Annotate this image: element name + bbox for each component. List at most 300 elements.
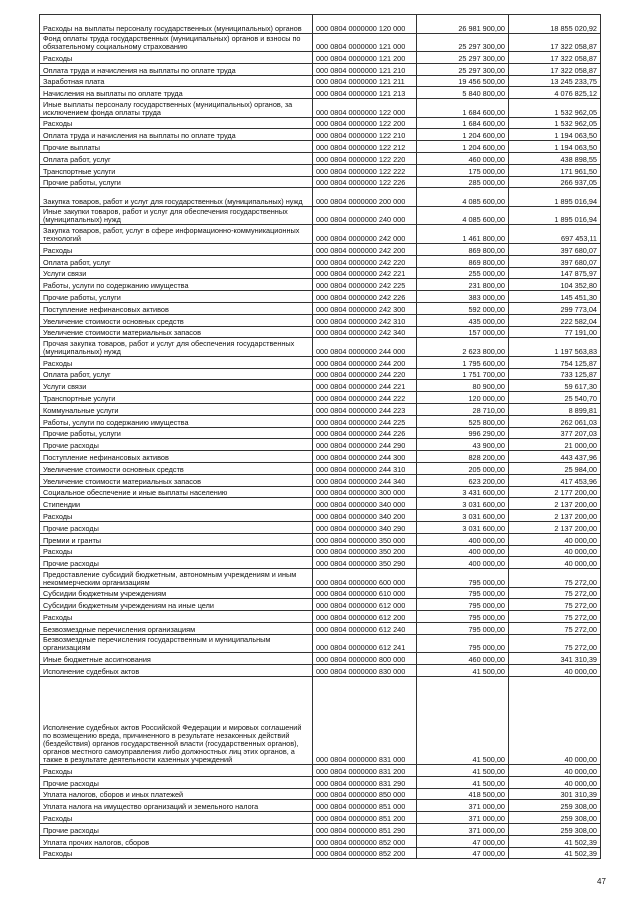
- table-row: [40, 291, 601, 303]
- row-fact: 40 000,00: [509, 776, 601, 788]
- table-row: [40, 522, 601, 534]
- table-row: [40, 255, 601, 267]
- row-fact: 2 177 200,00: [509, 486, 601, 498]
- table-row: [40, 164, 601, 176]
- row-fact: 171 961,50: [509, 164, 601, 176]
- row-code: 000 0804 0000000 244 221: [313, 380, 417, 392]
- row-name: Расходы: [40, 510, 313, 522]
- row-plan: 795 000,00: [417, 599, 509, 611]
- row-plan: 5 840 800,00: [417, 87, 509, 99]
- row-fact: 17 322 058,87: [509, 63, 601, 75]
- row-fact: 40 000,00: [509, 764, 601, 776]
- table-row: [40, 611, 601, 623]
- row-code: 000 0804 0000000 850 000: [313, 788, 417, 800]
- row-code: 000 0804 0000000 122 000: [313, 99, 417, 118]
- table-row: [40, 326, 601, 338]
- table-row: [40, 812, 601, 824]
- row-name: Расходы на выплаты персоналу государственных (муниципальных) органов: [40, 15, 313, 34]
- table-row: [40, 764, 601, 776]
- table-row: [40, 243, 601, 255]
- row-code: 000 0804 0000000 600 000: [313, 569, 417, 588]
- row-fact: 13 245 233,75: [509, 75, 601, 87]
- row-plan: 623 200,00: [417, 474, 509, 486]
- row-plan: 371 000,00: [417, 800, 509, 812]
- table-row: [40, 486, 601, 498]
- row-name: Прочие работы, услуги: [40, 291, 313, 303]
- table-row: [40, 87, 601, 99]
- row-code: 000 0804 0000000 830 000: [313, 665, 417, 677]
- table-row: [40, 356, 601, 368]
- row-name: Коммунальные услуги: [40, 404, 313, 416]
- table-row: [40, 439, 601, 451]
- table-row: [40, 141, 601, 153]
- row-code: 000 0804 0000000 612 200: [313, 611, 417, 623]
- row-fact: 75 272,00: [509, 587, 601, 599]
- row-plan: 2 623 800,00: [417, 338, 509, 357]
- row-code: 000 0804 0000000 350 000: [313, 533, 417, 545]
- table-row: [40, 267, 601, 279]
- row-code: 000 0804 0000000 851 200: [313, 812, 417, 824]
- row-code: 000 0804 0000000 242 340: [313, 326, 417, 338]
- row-plan: 25 297 300,00: [417, 52, 509, 64]
- row-code: 000 0804 0000000 244 300: [313, 451, 417, 463]
- row-name: Прочие расходы: [40, 823, 313, 835]
- row-plan: 795 000,00: [417, 623, 509, 635]
- row-name: Оплата работ, услуг: [40, 153, 313, 165]
- row-plan: 3 031 600,00: [417, 522, 509, 534]
- row-fact: 17 322 058,87: [509, 52, 601, 64]
- table-row: [40, 15, 601, 34]
- row-code: 000 0804 0000000 612 000: [313, 599, 417, 611]
- table-row: [40, 587, 601, 599]
- row-code: 000 0804 0000000 244 223: [313, 404, 417, 416]
- row-name: Закупка товаров, работ и услуг для государственных (муниципальных) нужд: [40, 188, 313, 207]
- row-name: Фонд оплаты труда государственных (муниципальных) органов и взносы по обязательному социальному страхованию: [40, 33, 313, 52]
- row-plan: 4 085 600,00: [417, 188, 509, 207]
- row-fact: 2 137 200,00: [509, 510, 601, 522]
- row-name: Прочая закупка товаров, работ и услуг для обеспечения государственных (муниципальных) нужд: [40, 338, 313, 357]
- row-fact: 341 310,39: [509, 653, 601, 665]
- row-name: Услуги связи: [40, 380, 313, 392]
- row-code: 000 0804 0000000 122 220: [313, 153, 417, 165]
- row-fact: 75 272,00: [509, 623, 601, 635]
- row-fact: 40 000,00: [509, 533, 601, 545]
- row-plan: 1 795 600,00: [417, 356, 509, 368]
- row-code: 000 0804 0000000 242 220: [313, 255, 417, 267]
- row-code: 000 0804 0000000 244 226: [313, 427, 417, 439]
- table-row: [40, 451, 601, 463]
- row-code: 000 0804 0000000 244 200: [313, 356, 417, 368]
- row-code: 000 0804 0000000 831 200: [313, 764, 417, 776]
- row-code: 000 0804 0000000 122 222: [313, 164, 417, 176]
- row-fact: 40 000,00: [509, 665, 601, 677]
- row-name: Расходы: [40, 764, 313, 776]
- row-code: 000 0804 0000000 244 000: [313, 338, 417, 357]
- row-code: 000 0804 0000000 244 310: [313, 463, 417, 475]
- row-plan: 1 684 600,00: [417, 99, 509, 118]
- row-fact: 443 437,96: [509, 451, 601, 463]
- row-fact: 75 272,00: [509, 611, 601, 623]
- row-name: Услуги связи: [40, 267, 313, 279]
- row-plan: 47 000,00: [417, 847, 509, 859]
- row-code: 000 0804 0000000 610 000: [313, 587, 417, 599]
- row-plan: 400 000,00: [417, 533, 509, 545]
- row-fact: 1 532 962,05: [509, 99, 601, 118]
- table-row: [40, 665, 601, 677]
- row-fact: 40 000,00: [509, 545, 601, 557]
- row-plan: 460 000,00: [417, 653, 509, 665]
- row-name: Уплата прочих налогов, сборов: [40, 835, 313, 847]
- row-code: 000 0804 0000000 121 000: [313, 33, 417, 52]
- row-name: Расходы: [40, 611, 313, 623]
- table-row: [40, 176, 601, 188]
- row-plan: 869 800,00: [417, 243, 509, 255]
- row-name: Оплата труда и начисления на выплаты по оплате труда: [40, 63, 313, 75]
- row-name: Стипендии: [40, 498, 313, 510]
- row-fact: 266 937,05: [509, 176, 601, 188]
- row-name: Увеличение стоимости основных средств: [40, 463, 313, 475]
- row-name: Оплата работ, услуг: [40, 255, 313, 267]
- row-name: Исполнение судебных актов: [40, 665, 313, 677]
- row-code: 000 0804 0000000 242 200: [313, 243, 417, 255]
- row-plan: 1 461 800,00: [417, 225, 509, 244]
- row-code: 000 0804 0000000 242 221: [313, 267, 417, 279]
- row-plan: 41 500,00: [417, 776, 509, 788]
- row-name: Начисления на выплаты по оплате труда: [40, 87, 313, 99]
- row-plan: 869 800,00: [417, 255, 509, 267]
- table-row: [40, 415, 601, 427]
- row-fact: 75 272,00: [509, 634, 601, 653]
- row-fact: 75 272,00: [509, 599, 601, 611]
- row-name: Работы, услуги по содержанию имущества: [40, 279, 313, 291]
- row-fact: 397 680,07: [509, 243, 601, 255]
- row-name: Расходы: [40, 117, 313, 129]
- row-code: 000 0804 0000000 242 300: [313, 302, 417, 314]
- row-plan: 1 751 700,00: [417, 368, 509, 380]
- row-code: 000 0804 0000000 244 220: [313, 368, 417, 380]
- row-name: Предоставление субсидий бюджетным, автономным учреждениям и иным некоммерческим организациям: [40, 569, 313, 588]
- table-row: [40, 153, 601, 165]
- table-row: [40, 847, 601, 859]
- row-name: Безвозмездные перечисления организациям: [40, 623, 313, 635]
- row-code: 000 0804 0000000 831 290: [313, 776, 417, 788]
- table-row: [40, 557, 601, 569]
- row-code: 000 0804 0000000 242 226: [313, 291, 417, 303]
- row-code: 000 0804 0000000 851 000: [313, 800, 417, 812]
- row-code: 000 0804 0000000 612 241: [313, 634, 417, 653]
- row-fact: 18 855 020,92: [509, 15, 601, 34]
- row-plan: 1 204 600,00: [417, 129, 509, 141]
- row-fact: 41 502,39: [509, 835, 601, 847]
- row-fact: 1 194 063,50: [509, 141, 601, 153]
- row-plan: 4 085 600,00: [417, 206, 509, 225]
- row-fact: 4 076 825,12: [509, 87, 601, 99]
- row-name: Оплата труда и начисления на выплаты по оплате труда: [40, 129, 313, 141]
- row-code: 000 0804 0000000 350 200: [313, 545, 417, 557]
- table-row: [40, 510, 601, 522]
- row-fact: 21 000,00: [509, 439, 601, 451]
- row-plan: 175 000,00: [417, 164, 509, 176]
- table-row: [40, 392, 601, 404]
- row-fact: 40 000,00: [509, 557, 601, 569]
- row-code: 000 0804 0000000 340 000: [313, 498, 417, 510]
- row-name: Прочие работы, услуги: [40, 176, 313, 188]
- row-name: Прочие расходы: [40, 557, 313, 569]
- budget-table: [39, 14, 601, 859]
- row-code: 000 0804 0000000 121 210: [313, 63, 417, 75]
- row-plan: 41 500,00: [417, 764, 509, 776]
- row-plan: 47 000,00: [417, 835, 509, 847]
- row-name: Иные выплаты персоналу государственных (муниципальных) органов, за исключением фонда оплаты труда: [40, 99, 313, 118]
- row-fact: 59 617,30: [509, 380, 601, 392]
- row-plan: 400 000,00: [417, 557, 509, 569]
- row-code: 000 0804 0000000 340 200: [313, 510, 417, 522]
- row-fact: 262 061,03: [509, 415, 601, 427]
- row-fact: 25 984,00: [509, 463, 601, 475]
- row-code: 000 0804 0000000 122 226: [313, 176, 417, 188]
- row-fact: 41 502,39: [509, 847, 601, 859]
- row-plan: 525 800,00: [417, 415, 509, 427]
- table-row: [40, 129, 601, 141]
- row-code: 000 0804 0000000 240 000: [313, 206, 417, 225]
- row-plan: 795 000,00: [417, 569, 509, 588]
- table-row: [40, 338, 601, 357]
- row-plan: 795 000,00: [417, 587, 509, 599]
- table-row: [40, 225, 601, 244]
- row-plan: 255 000,00: [417, 267, 509, 279]
- row-name: Поступление нефинансовых активов: [40, 302, 313, 314]
- table-row: [40, 545, 601, 557]
- table-row: [40, 623, 601, 635]
- row-fact: 222 582,04: [509, 314, 601, 326]
- row-name: Увеличение стоимости материальных запасов: [40, 326, 313, 338]
- row-code: 000 0804 0000000 122 210: [313, 129, 417, 141]
- table-row: [40, 474, 601, 486]
- row-plan: 80 900,00: [417, 380, 509, 392]
- row-code: 000 0804 0000000 340 290: [313, 522, 417, 534]
- table-row: [40, 314, 601, 326]
- row-plan: 43 900,00: [417, 439, 509, 451]
- row-plan: 371 000,00: [417, 812, 509, 824]
- table-row: [40, 427, 601, 439]
- row-plan: 25 297 300,00: [417, 63, 509, 75]
- row-plan: 19 456 500,00: [417, 75, 509, 87]
- table-row: [40, 368, 601, 380]
- row-fact: 299 773,04: [509, 302, 601, 314]
- row-plan: 28 710,00: [417, 404, 509, 416]
- row-fact: 397 680,07: [509, 255, 601, 267]
- row-plan: 435 000,00: [417, 314, 509, 326]
- row-name: Расходы: [40, 356, 313, 368]
- row-name: Прочие выплаты: [40, 141, 313, 153]
- table-body: [40, 15, 601, 859]
- row-name: Заработная плата: [40, 75, 313, 87]
- row-name: Уплата налогов, сборов и иных платежей: [40, 788, 313, 800]
- row-plan: 157 000,00: [417, 326, 509, 338]
- row-name: Работы, услуги по содержанию имущества: [40, 415, 313, 427]
- row-code: 000 0804 0000000 612 240: [313, 623, 417, 635]
- row-fact: 1 895 016,94: [509, 206, 601, 225]
- row-plan: 41 500,00: [417, 665, 509, 677]
- row-name: Уплата налога на имущество организаций и земельного налога: [40, 800, 313, 812]
- row-plan: 795 000,00: [417, 634, 509, 653]
- table-row: [40, 634, 601, 653]
- table-row: [40, 788, 601, 800]
- row-plan: 460 000,00: [417, 153, 509, 165]
- row-fact: 77 191,00: [509, 326, 601, 338]
- table-row: [40, 279, 601, 291]
- row-name: Прочие расходы: [40, 439, 313, 451]
- row-name: Расходы: [40, 847, 313, 859]
- row-name: Социальное обеспечение и иные выплаты населению: [40, 486, 313, 498]
- row-code: 000 0804 0000000 121 213: [313, 87, 417, 99]
- row-name: Субсидии бюджетным учреждениям на иные цели: [40, 599, 313, 611]
- row-fact: 2 137 200,00: [509, 522, 601, 534]
- row-code: 000 0804 0000000 242 000: [313, 225, 417, 244]
- row-code: 000 0804 0000000 242 310: [313, 314, 417, 326]
- row-code: 000 0804 0000000 121 211: [313, 75, 417, 87]
- row-code: 000 0804 0000000 300 000: [313, 486, 417, 498]
- row-plan: 592 000,00: [417, 302, 509, 314]
- row-code: 000 0804 0000000 244 222: [313, 392, 417, 404]
- row-plan: 205 000,00: [417, 463, 509, 475]
- row-plan: 3 431 600,00: [417, 486, 509, 498]
- row-plan: 996 290,00: [417, 427, 509, 439]
- row-name: Транспортные услуги: [40, 164, 313, 176]
- row-name: Расходы: [40, 545, 313, 557]
- row-fact: 377 207,03: [509, 427, 601, 439]
- table-row: [40, 52, 601, 64]
- row-name: Прочие работы, услуги: [40, 427, 313, 439]
- row-name: Увеличение стоимости основных средств: [40, 314, 313, 326]
- row-plan: 1 684 600,00: [417, 117, 509, 129]
- row-code: 000 0804 0000000 852 000: [313, 835, 417, 847]
- page-number: 47: [597, 877, 606, 886]
- row-fact: 259 308,00: [509, 812, 601, 824]
- row-name: Безвозмездные перечисления государственным и муниципальным организациям: [40, 634, 313, 653]
- row-plan: 26 981 900,00: [417, 15, 509, 34]
- table-row: [40, 188, 601, 207]
- table-row: [40, 206, 601, 225]
- table-row: [40, 99, 601, 118]
- row-name: Премии и гранты: [40, 533, 313, 545]
- row-code: 000 0804 0000000 851 290: [313, 823, 417, 835]
- table-row: [40, 463, 601, 475]
- row-name: Субсидии бюджетным учреждениям: [40, 587, 313, 599]
- row-name: Иные бюджетные ассигнования: [40, 653, 313, 665]
- row-plan: 25 297 300,00: [417, 33, 509, 52]
- row-plan: 1 204 600,00: [417, 141, 509, 153]
- row-code: 000 0804 0000000 350 290: [313, 557, 417, 569]
- row-code: 000 0804 0000000 122 200: [313, 117, 417, 129]
- row-fact: 1 532 962,05: [509, 117, 601, 129]
- row-name: Прочие расходы: [40, 522, 313, 534]
- row-fact: 40 000,00: [509, 676, 601, 764]
- row-code: 000 0804 0000000 242 225: [313, 279, 417, 291]
- table-row: [40, 776, 601, 788]
- row-plan: 795 000,00: [417, 611, 509, 623]
- row-plan: 3 031 600,00: [417, 510, 509, 522]
- table-row: [40, 599, 601, 611]
- row-fact: 697 453,11: [509, 225, 601, 244]
- row-name: Расходы: [40, 52, 313, 64]
- table-row: [40, 569, 601, 588]
- row-name: Поступление нефинансовых активов: [40, 451, 313, 463]
- row-name: Расходы: [40, 243, 313, 255]
- row-name: Транспортные услуги: [40, 392, 313, 404]
- row-plan: 383 000,00: [417, 291, 509, 303]
- row-code: 000 0804 0000000 852 200: [313, 847, 417, 859]
- row-fact: 145 451,30: [509, 291, 601, 303]
- row-name: Прочие расходы: [40, 776, 313, 788]
- row-fact: 25 540,70: [509, 392, 601, 404]
- row-fact: 259 308,00: [509, 823, 601, 835]
- row-plan: 3 031 600,00: [417, 498, 509, 510]
- table-row: [40, 533, 601, 545]
- row-fact: 438 898,55: [509, 153, 601, 165]
- row-plan: 231 800,00: [417, 279, 509, 291]
- table-row: [40, 676, 601, 764]
- row-plan: 400 000,00: [417, 545, 509, 557]
- row-code: 000 0804 0000000 244 290: [313, 439, 417, 451]
- row-plan: 285 000,00: [417, 176, 509, 188]
- row-plan: 41 500,00: [417, 676, 509, 764]
- row-plan: 120 000,00: [417, 392, 509, 404]
- table-row: [40, 653, 601, 665]
- row-code: 000 0804 0000000 244 225: [313, 415, 417, 427]
- row-plan: 828 200,00: [417, 451, 509, 463]
- table-row: [40, 63, 601, 75]
- row-code: 000 0804 0000000 200 000: [313, 188, 417, 207]
- row-fact: 417 453,96: [509, 474, 601, 486]
- row-fact: 1 197 563,83: [509, 338, 601, 357]
- row-code: 000 0804 0000000 121 200: [313, 52, 417, 64]
- table-row: [40, 800, 601, 812]
- table-row: [40, 117, 601, 129]
- row-fact: 17 322 058,87: [509, 33, 601, 52]
- table-row: [40, 33, 601, 52]
- table-row: [40, 404, 601, 416]
- row-fact: 301 310,39: [509, 788, 601, 800]
- row-fact: 259 308,00: [509, 800, 601, 812]
- table-row: [40, 823, 601, 835]
- row-code: 000 0804 0000000 800 000: [313, 653, 417, 665]
- row-plan: 418 500,00: [417, 788, 509, 800]
- row-fact: 2 137 200,00: [509, 498, 601, 510]
- row-name: Расходы: [40, 812, 313, 824]
- row-fact: 1 194 063,50: [509, 129, 601, 141]
- row-code: 000 0804 0000000 122 212: [313, 141, 417, 153]
- row-code: 000 0804 0000000 120 000: [313, 15, 417, 34]
- table-row: [40, 835, 601, 847]
- row-fact: 733 125,87: [509, 368, 601, 380]
- row-fact: 147 875,97: [509, 267, 601, 279]
- row-code: 000 0804 0000000 244 340: [313, 474, 417, 486]
- row-name: Оплата работ, услуг: [40, 368, 313, 380]
- row-code: 000 0804 0000000 831 000: [313, 676, 417, 764]
- table-row: [40, 75, 601, 87]
- table-row: [40, 302, 601, 314]
- row-name: Увеличение стоимости материальных запасов: [40, 474, 313, 486]
- table-row: [40, 380, 601, 392]
- table-row: [40, 498, 601, 510]
- row-fact: 104 352,80: [509, 279, 601, 291]
- row-fact: 1 895 016,94: [509, 188, 601, 207]
- row-name: Закупка товаров, работ, услуг в сфере информационно-коммуникационных технологий: [40, 225, 313, 244]
- row-plan: 371 000,00: [417, 823, 509, 835]
- row-name: Иные закупки товаров, работ и услуг для обеспечения государственных (муниципальных) нужд: [40, 206, 313, 225]
- row-name: Исполнение судебных актов Российской Федерации и мировых соглашений по возмещению вреда, причиненного в результате незаконных действий (бездействия) органов государственной власти (государственных органов), органов местного самоуправления либо должностных лиц этих органов, а также в результате деятельности казенных учреждений: [40, 676, 313, 764]
